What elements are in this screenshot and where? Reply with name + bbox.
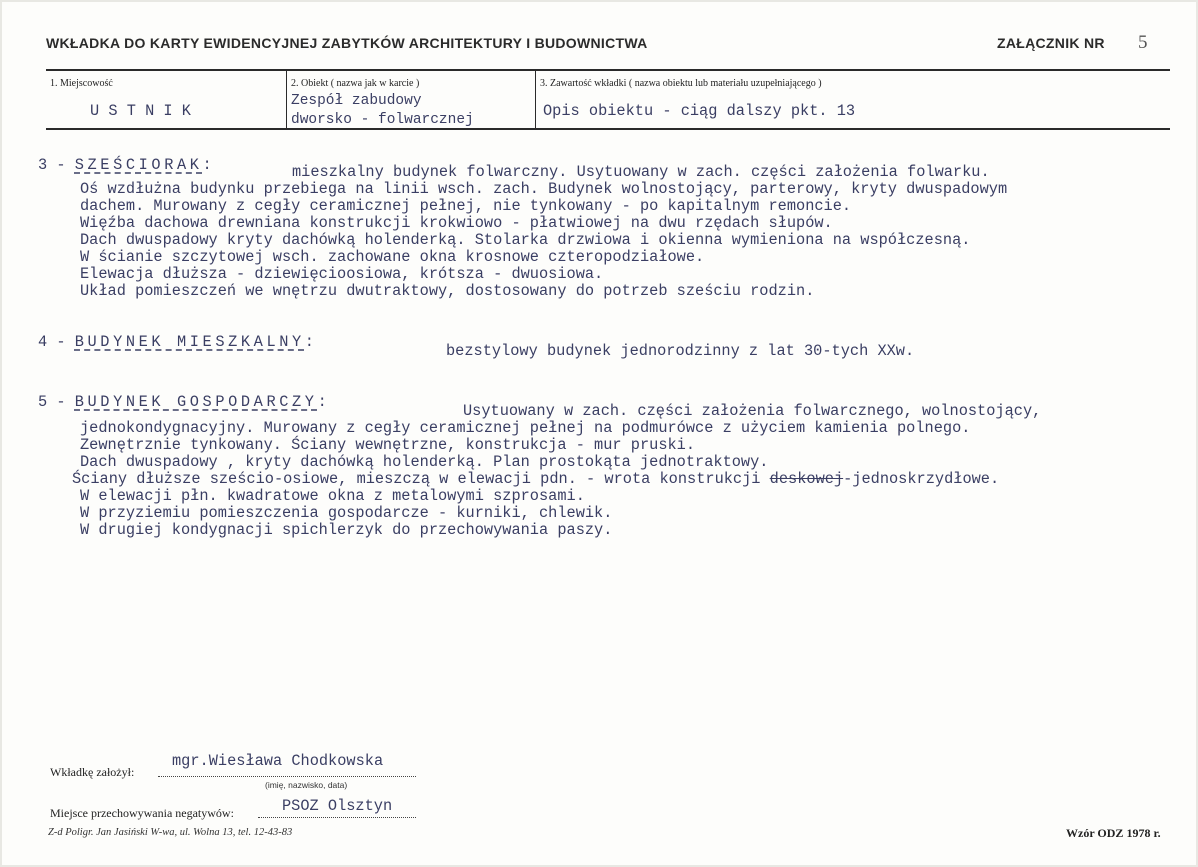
table-top-rule bbox=[46, 69, 1170, 71]
table-bottom-rule bbox=[46, 128, 1170, 130]
section-4-dash: - bbox=[56, 333, 66, 351]
author-value: mgr.Wiesława Chodkowska bbox=[172, 752, 384, 770]
author-hint: (imię, nazwisko, data) bbox=[265, 780, 348, 790]
section-3-colon: : bbox=[202, 156, 212, 174]
section-4-colon: : bbox=[304, 333, 314, 351]
place-value: U S T N I K bbox=[90, 102, 191, 120]
section-5-line: Dach dwuspadowy , kryty dachówką holenderką. Plan prostokąta jednotraktowy. bbox=[80, 453, 769, 471]
section-5-first-line: Usytuowany w zach. części założenia folwarcznego, wolnostojący, bbox=[463, 402, 1042, 420]
negatives-label: Miejsce przechowywania negatywów: bbox=[50, 806, 234, 820]
section-3-line: Więźba dachowa drewniana konstrukcji krokwiowo - płatwiowej na dwu rzędach słupów. bbox=[80, 214, 833, 232]
table-divider-1 bbox=[286, 71, 287, 128]
form-template-label: Wzór ODZ 1978 r. bbox=[1066, 826, 1161, 840]
section-3-line: Układ pomieszczeń we wnętrzu dwutraktowy, dostosowany do potrzeb sześciu rodzin. bbox=[80, 282, 815, 300]
document-title: WKŁADKA DO KARTY EWIDENCYJNEJ ZABYTKÓW ARCHITEKTURY I BUDOWNICTWA bbox=[46, 35, 648, 51]
section-3-heading-line bbox=[38, 156, 212, 174]
section-4-number: 4 bbox=[38, 333, 48, 351]
section-3-line: Elewacja dłuższa - dziewięcioosiowa, krótsza - dwuosiowa. bbox=[80, 265, 604, 283]
section-3-dash: - bbox=[56, 156, 66, 174]
section-5-colon: : bbox=[317, 393, 327, 411]
section-5-heading-line bbox=[38, 393, 327, 411]
section-5-dash: - bbox=[56, 393, 66, 411]
section-3-line: dachem. Murowany z cegły ceramicznej pełnej, nie tynkowany - po kapitalnym remoncie. bbox=[80, 197, 852, 215]
author-label: Wkładkę założył: bbox=[50, 765, 135, 779]
section-4-heading: BUDYNEK MIESZKALNY bbox=[74, 333, 305, 351]
section-3-line: Dach dwuspadowy kryty dachówką holenderką. Stolarka drzwiowa i okienna wymieniona na współczesną. bbox=[80, 231, 971, 249]
section-5-number: 5 bbox=[38, 393, 48, 411]
object-value-line1: Zespół zabudowy bbox=[291, 93, 422, 109]
section-3-first-line: mieszkalny budynek folwarczny. Usytuowany w zach. części założenia folwarku. bbox=[292, 163, 990, 181]
section-5-walls-suffix: -jednoskrzydłowe. bbox=[843, 470, 1000, 488]
section-5-line: W przyziemiu pomieszczenia gospodarcze - kurniki, chlewik. bbox=[80, 504, 613, 522]
attachment-number: 5 bbox=[1138, 32, 1148, 53]
section-3-line: Oś wzdłużna budynku przebiega na linii wsch. zach. Budynek wolnostojący, parterowy, kryty dwuspadowym bbox=[80, 180, 1008, 198]
object-label: 2. Obiekt ( nazwa jak w karcie ) bbox=[291, 78, 420, 89]
section-5-line: jednokondygnacyjny. Murowany z cegły ceramicznej pełnej na podmurówce z użyciem kamienia polnego. bbox=[80, 419, 971, 437]
table-divider-2 bbox=[535, 71, 536, 128]
section-5-walls-line bbox=[72, 470, 999, 488]
attachment-label: ZAŁĄCZNIK NR bbox=[997, 35, 1105, 51]
section-5-line: Zewnętrznie tynkowany. Ściany wewnętrzne, konstrukcja - mur pruski. bbox=[80, 436, 696, 454]
negatives-dotted-line bbox=[258, 817, 416, 818]
place-label: 1. Miejscowość bbox=[50, 78, 113, 89]
section-5-heading: BUDYNEK GOSPODARCZY bbox=[74, 393, 318, 411]
section-4-first-line: bezstylowy budynek jednorodzinny z lat 30-tych XXw. bbox=[446, 342, 915, 360]
section-3-heading: SZEŚCIORAK bbox=[74, 156, 203, 174]
author-dotted-line bbox=[158, 776, 416, 777]
section-5-line: W elewacji płn. kwadratowe okna z metalowymi szprosami. bbox=[80, 487, 585, 505]
object-value-line2: dworsko - folwarcznej bbox=[291, 112, 474, 127]
section-3-line: W ścianie szczytowej wsch. zachowane okna krosnowe czteropodziałowe. bbox=[80, 248, 705, 266]
section-5-line: W drugiej kondygnacji spichlerzyk do przechowywania paszy. bbox=[80, 521, 613, 539]
content-value: Opis obiektu - ciąg dalszy pkt. 13 bbox=[543, 102, 856, 120]
section-4-heading-line bbox=[38, 333, 314, 351]
section-5-walls-struck: deskowej bbox=[769, 470, 844, 488]
content-label: 3. Zawartość wkładki ( nazwa obiektu lub materiału uzupełniającego ) bbox=[540, 78, 822, 89]
printer-imprint: Z-d Poligr. Jan Jasiński W-wa, ul. Wolna 13, tel. 12-43-83 bbox=[48, 827, 293, 838]
section-5-walls-prefix: Ściany dłuższe sześcio-osiowe, mieszczą w elewacji pdn. - wrota konstrukcji bbox=[72, 470, 761, 488]
negatives-value: PSOZ Olsztyn bbox=[282, 797, 393, 815]
section-3-number: 3 bbox=[38, 156, 48, 174]
